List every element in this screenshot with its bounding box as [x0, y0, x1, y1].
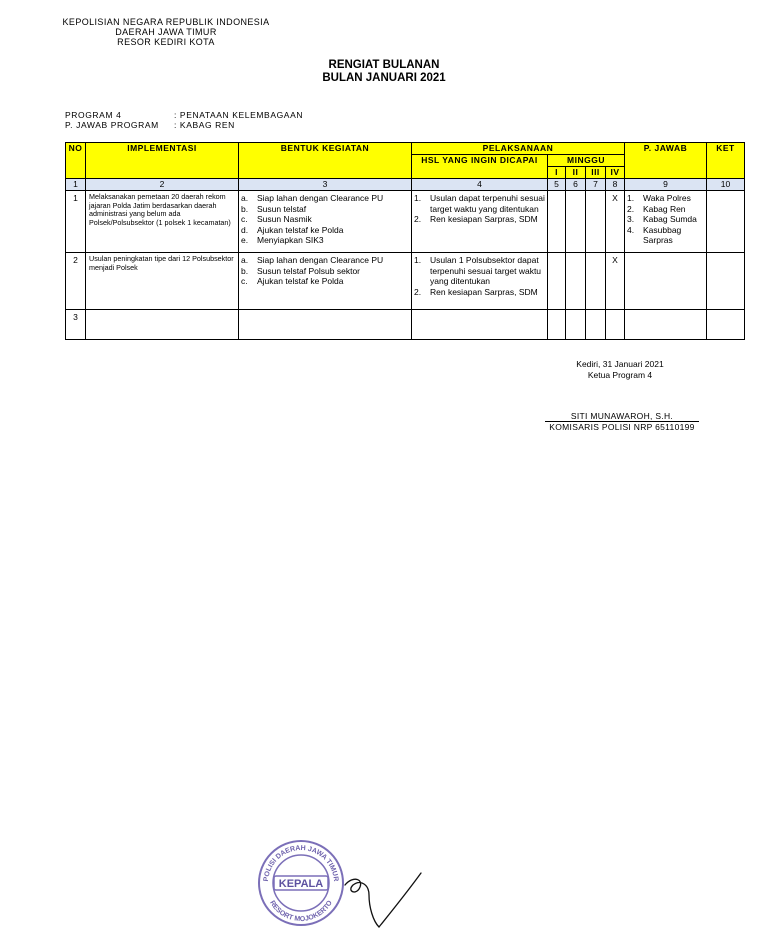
list-item	[627, 214, 704, 225]
list-item	[241, 225, 409, 236]
header-implementasi: IMPLEMENTASI	[86, 143, 239, 179]
list-marker: d.	[241, 224, 249, 235]
header-no: NO	[66, 143, 86, 179]
row-implementasi: Melaksanakan pemetaan 20 daerah rekom jajaran Polda Jatim berdasarkan daerah administrasi yang belum ada Polsek/Polsubsektor (1 polsek 1 kecamatan)	[89, 192, 231, 227]
list-item	[627, 204, 704, 215]
list-text: Ajukan telstaf ke Polda	[257, 276, 344, 286]
program-value-2: : KABAG REN	[174, 120, 235, 130]
col-number: 3	[239, 179, 412, 191]
list-marker: a.	[241, 193, 249, 203]
header-week-4: IV	[606, 167, 625, 179]
row-no: 1	[73, 193, 78, 203]
row-hsl-list	[412, 253, 547, 299]
signature-place-date: Kediri, 31 Januari 2021	[576, 359, 664, 369]
row-no: 2	[73, 255, 78, 265]
row-bentuk-list	[239, 191, 411, 248]
col-number: 6	[566, 179, 586, 191]
list-marker: 4.	[627, 224, 635, 235]
list-text: Menyiapkan SIK3	[257, 235, 324, 245]
table-row	[66, 191, 745, 253]
list-item	[414, 255, 545, 287]
list-marker: 2.	[414, 214, 422, 224]
institution-header	[60, 17, 272, 47]
list-marker: 2.	[414, 286, 422, 297]
signature-block	[555, 359, 685, 381]
list-item	[241, 266, 409, 277]
list-item	[627, 193, 704, 204]
list-marker: c.	[241, 214, 248, 224]
list-marker: b.	[241, 265, 249, 276]
list-text: Siap lahan dengan Clearance PU	[257, 255, 384, 265]
col-number: 8	[606, 179, 625, 191]
stamp-center-text: KEPALA	[278, 878, 324, 890]
col-number: 7	[586, 179, 606, 191]
list-item	[241, 204, 409, 215]
list-marker: c.	[241, 276, 248, 286]
header-week-3: III	[586, 167, 606, 179]
list-text: Ren kesiapan Sarpras, SDM	[430, 214, 538, 224]
list-item	[241, 193, 409, 204]
header-minggu: MINGGU	[548, 155, 625, 167]
header-week-1: I	[548, 167, 566, 179]
header-week-2: II	[566, 167, 586, 179]
header-pelaksanaan: PELAKSANAAN	[412, 143, 625, 155]
list-marker: 1.	[627, 193, 635, 203]
row-pjawab-list	[625, 191, 706, 248]
list-text: Waka Polres	[643, 193, 691, 203]
row-bentuk-list	[239, 253, 411, 289]
col-number: 9	[625, 179, 707, 191]
list-text: Susun Nasmik	[257, 214, 312, 224]
row-implementasi: Usulan peningkatan tipe dari 12 Polsubsektor menjadi Polsek	[89, 254, 234, 272]
list-text: Susun telstaf	[257, 203, 307, 214]
signature-role: Ketua Program 4	[587, 370, 653, 380]
list-item	[241, 214, 409, 225]
stamp-top-text: POLISI DAERAH JAWA TIMUR	[262, 844, 340, 882]
col-number: 5	[548, 179, 566, 191]
list-text: Usulan dapat terpenuhi sesuai target waktu yang ditentukan	[430, 193, 545, 214]
col-number: 1	[66, 179, 86, 191]
list-text: Usulan 1 Polsubsektor dapat terpenuhi sesuai target waktu yang ditentukan	[430, 255, 542, 286]
list-marker: b.	[241, 203, 249, 214]
col-number: 4	[412, 179, 548, 191]
list-item	[241, 276, 409, 287]
header-line-2: DAERAH JAWA TIMUR	[115, 27, 217, 37]
list-text: Kabag Sumda	[643, 214, 697, 224]
signatory-name: SITI MUNAWAROH, S.H.	[545, 411, 699, 422]
table-row	[66, 310, 745, 340]
table-row	[66, 253, 745, 310]
list-item	[414, 287, 545, 298]
list-item	[627, 225, 704, 246]
handwritten-signature	[325, 855, 435, 932]
program-value-1: : PENATAAN KELEMBAGAAN	[174, 110, 304, 120]
list-marker: 1.	[414, 193, 422, 203]
list-marker: 1.	[414, 255, 422, 265]
program-label-1: PROGRAM 4	[65, 110, 122, 120]
list-text: Kabag Ren	[643, 203, 686, 214]
list-text: Ajukan telstaf ke Polda	[257, 224, 344, 235]
list-marker: e.	[241, 235, 249, 245]
title-line-2: BULAN JANUARI 2021	[322, 72, 446, 84]
list-marker: a.	[241, 255, 249, 265]
document-title	[0, 59, 768, 85]
stamp-bottom-text: RESORT MOJOKERTO	[268, 899, 334, 924]
row-hsl-list	[412, 191, 547, 227]
header-line-3: RESOR KEDIRI KOTA	[117, 37, 215, 47]
header-p-jawab: P. JAWAB	[625, 143, 707, 179]
header-bentuk-kegiatan: BENTUK KEGIATAN	[239, 143, 412, 179]
list-marker: 3.	[627, 214, 635, 224]
header-ket: KET	[707, 143, 745, 179]
row-week-4-mark: X	[612, 193, 618, 203]
rengiat-table	[65, 142, 745, 340]
col-number: 2	[86, 179, 239, 191]
list-item	[414, 193, 545, 214]
header-hsl: HSL YANG INGIN DICAPAI	[412, 155, 548, 179]
signatory	[545, 411, 699, 432]
list-item	[241, 235, 409, 246]
list-item	[414, 214, 545, 225]
list-marker: 2.	[627, 203, 635, 214]
list-text: Kasubbag Sarpras	[643, 224, 682, 245]
program-label-2: P. JAWAB PROGRAM	[65, 120, 159, 130]
list-text: Susun telstaf Polsub sektor	[257, 265, 361, 276]
title-line-1: RENGIAT BULANAN	[328, 59, 440, 71]
list-item	[241, 255, 409, 266]
signatory-rank: KOMISARIS POLISI NRP 65110199	[549, 422, 695, 432]
list-text: Ren kesiapan Sarpras, SDM	[430, 286, 538, 297]
header-line-1: KEPOLISIAN NEGARA REPUBLIK INDONESIA	[62, 17, 270, 27]
row-no: 3	[73, 312, 78, 322]
row-week-4-mark: X	[612, 255, 618, 265]
col-number: 10	[707, 179, 745, 191]
list-text: Siap lahan dengan Clearance PU	[257, 193, 384, 203]
